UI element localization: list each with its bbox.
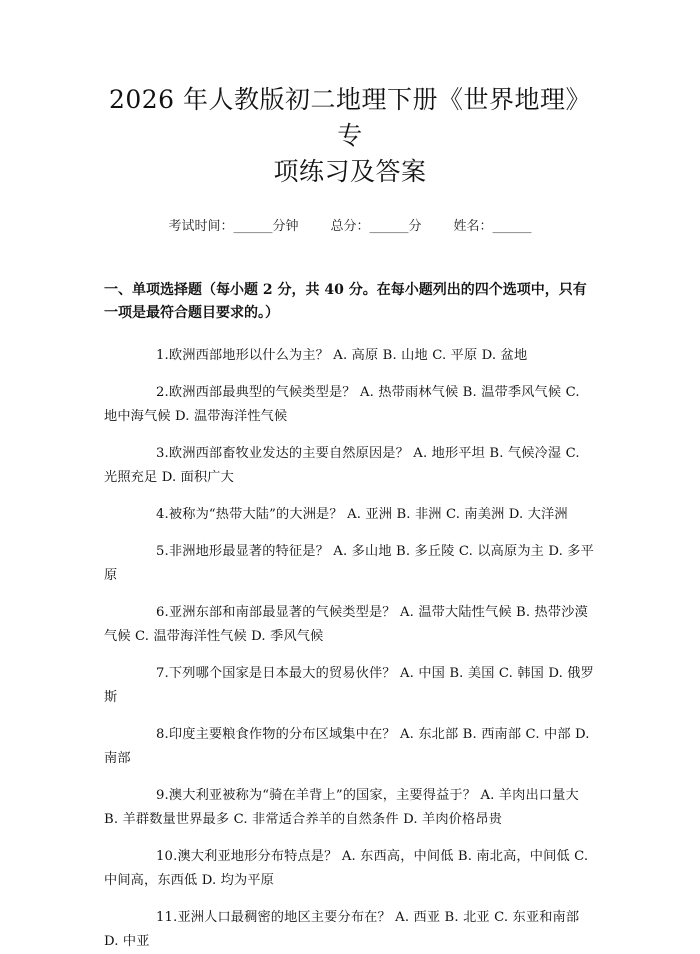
question-text: 非洲地形最显著的特征是？ A. 多山地 B. 多丘陵 C. 以高原为主 D. 多平原 [104, 544, 594, 583]
question-5 [104, 540, 596, 588]
question-9 [104, 784, 596, 832]
section-title: 一、单项选择题（每小题 2 分，共 40 分。在每小题列出的四个选项中，只有一项是最符合题目要求的。） [104, 282, 587, 321]
question-text: 亚洲东部和南部最显著的气候类型是？ A. 温带大陆性气候 B. 热带沙漠气候 C. 温带海洋性气候 D. 季风气候 [104, 605, 588, 644]
title-line-2: 项练习及答案 [273, 157, 427, 186]
question-text: 欧洲西部最典型的气候类型是？ A. 热带雨林气候 B. 温带季风气候 C. 地中海气候 D. 温带海洋性气候 [104, 385, 580, 424]
question-text: 澳大利亚地形分布特点是？ A. 东西高，中间低 B. 南北高，中间低 C. 中间高，东西低 D. 均为平原 [104, 849, 589, 888]
question-4 [104, 503, 596, 527]
question-8 [104, 723, 596, 771]
document-title [104, 82, 596, 190]
question-text: 被称为“热带大陆”的大洲是？ A. 亚洲 B. 非洲 C. 南美洲 D. 大洋洲 [168, 507, 568, 522]
question-number: 10. [156, 849, 178, 864]
question-number: 9. [156, 788, 169, 803]
question-7 [104, 662, 596, 710]
question-text: 亚洲人口最稠密的地区主要分布在？ A. 西亚 B. 北亚 C. 东亚和南部 D. 中亚 [104, 910, 580, 949]
question-6 [104, 601, 596, 649]
question-number: 8. [156, 727, 169, 742]
question-10 [104, 845, 596, 893]
exam-info [104, 215, 596, 234]
question-3 [104, 442, 596, 490]
question-number: 6. [156, 605, 169, 620]
question-1 [104, 344, 596, 368]
question-number: 5. [156, 544, 169, 559]
question-number: 7. [156, 666, 169, 681]
student-name: 姓名：______ [453, 219, 532, 234]
question-number: 3. [156, 446, 169, 461]
question-number: 11. [156, 910, 178, 925]
question-text: 欧洲西部地形以什么为主？ A. 高原 B. 山地 C. 平原 D. 盆地 [168, 348, 528, 363]
exam-time: 考试时间：______分钟 [168, 219, 299, 234]
question-11 [104, 906, 596, 954]
question-number: 1. [156, 348, 169, 363]
question-text: 欧洲西部畜牧业发达的主要自然原因是？ A. 地形平坦 B. 气候冷湿 C. 光照充足 D. 面积广大 [104, 446, 580, 485]
question-number: 2. [156, 385, 169, 400]
title-line-1: 2026 年人教版初二地理下册《世界地理》专 [108, 85, 592, 150]
question-text: 下列哪个国家是日本最大的贸易伙伴？ A. 中国 B. 美国 C. 韩国 D. 俄罗斯 [104, 666, 594, 705]
question-text: 澳大利亚被称为“骑在羊背上”的国家，主要得益于？ A. 羊肉出口量大 B. 羊群数量世界最多 C. 非常适合养羊的自然条件 D. 羊肉价格昂贵 [104, 788, 579, 827]
question-text: 印度主要粮食作物的分布区域集中在？ A. 东北部 B. 西南部 C. 中部 D. 南部 [104, 727, 590, 766]
question-list [104, 344, 596, 954]
question-2 [104, 381, 596, 429]
question-number: 4. [156, 507, 169, 522]
total-score: 总分：______分 [330, 219, 422, 234]
